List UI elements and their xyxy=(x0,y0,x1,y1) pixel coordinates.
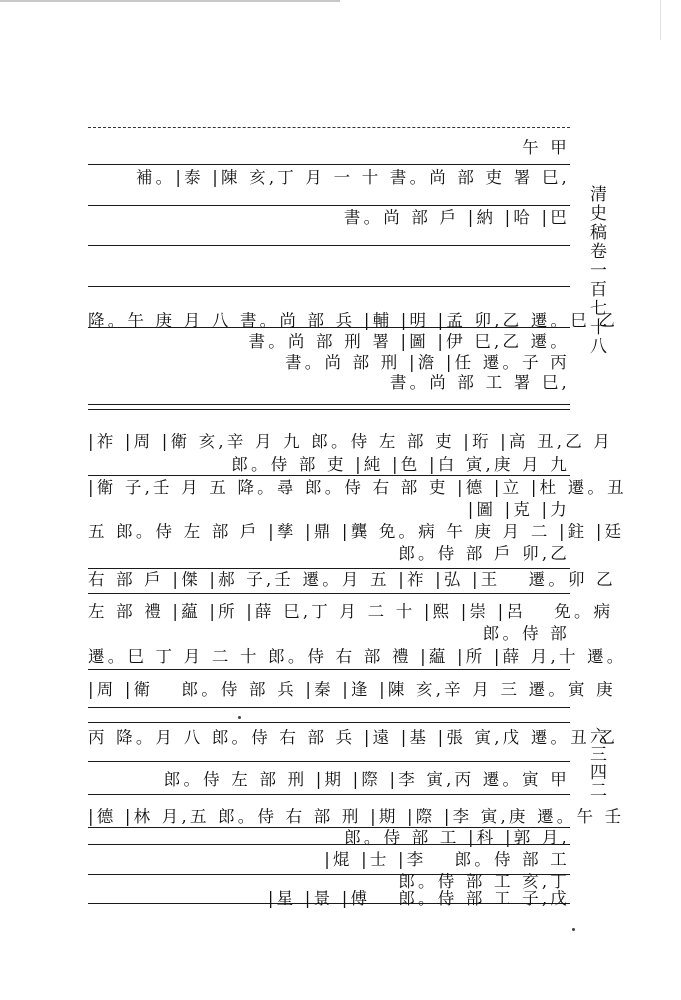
table-row: |德 |林 月,五 郎。侍 右 部 刑 |期 |際 |李 寅,庚 遷。午 壬 xyxy=(88,807,625,826)
table-row: 郎。侍 部 工 亥,丁 xyxy=(398,872,570,891)
table-row: 降。午 庚 月 八 書。尚 部 兵 |輔 |明 |孟 卯,乙 遷。巳 乙 xyxy=(88,311,619,330)
table-row: 書。尚 部 刑 署 |圖 |伊 巳,乙 遷。 xyxy=(248,332,570,351)
row-rule xyxy=(88,593,570,594)
table-row: 遷。巳 丁 月 二 十 郎。侍 右 部 禮 |藴 |所 |薛 月,十 遷。 xyxy=(88,647,627,666)
row-rule xyxy=(88,794,570,795)
side-title: 清史稿卷一百七十八 xyxy=(586,185,606,356)
table-row: 左 部 禮 |藴 |所 |薛 巳,丁 月 二 十 |熙 |崇 |呂 免。病 xyxy=(88,602,614,621)
table-row: 郎。侍 部 xyxy=(482,624,570,643)
row-rule xyxy=(88,164,570,165)
table-row: |焜 |士 |李 郎。侍 部 工 xyxy=(324,850,570,869)
row-rule xyxy=(88,409,570,410)
table-row: 書。尚 部 戶 |納 |哈 |巴 xyxy=(343,208,570,227)
row-rule xyxy=(88,568,570,569)
table-row: 郎。侍 左 部 刑 |期 |際 |李 寅,丙 遷。寅 甲 xyxy=(163,770,570,789)
row-rule xyxy=(88,707,570,708)
table-row: 午 甲 xyxy=(522,138,570,157)
row-rule xyxy=(88,722,570,723)
row-rule xyxy=(88,761,570,762)
row-rule xyxy=(88,205,570,206)
scan-edge-right xyxy=(660,0,661,40)
row-rule xyxy=(88,669,570,670)
table-row: 書。尚 部 刑 |澹 |任 遷。子 丙 xyxy=(285,353,570,372)
table-top-rule xyxy=(88,127,570,128)
row-rule xyxy=(88,475,570,476)
row-rule xyxy=(88,286,570,287)
ink-speck xyxy=(238,716,241,719)
table-row: 五 郎。侍 左 部 戶 |孳 |鼎 |龔 免。病 午 庚 月 二 |鉒 |廷 xyxy=(88,522,625,541)
table-row: 丙 降。月 八 郎。侍 右 部 兵 |遠 |基 |張 寅,戊 遷。丑 乙 xyxy=(88,728,619,747)
table-row: |周 |衛 郎。侍 部 兵 |秦 |逢 |陳 亥,辛 月 三 遷。寅 庚 xyxy=(88,680,616,699)
table-row: 補。|泰 |陳 亥,丁 月 一 十 書。尚 部 吏 署 巳, xyxy=(135,168,570,187)
table-row: |衛 子,壬 月 五 降。尋 郎。侍 右 部 吏 |德 |立 |杜 遷。丑 xyxy=(88,478,627,497)
table-row: 郎。侍 部 吏 |純 |色 |白 寅,庚 月 九 xyxy=(231,455,570,474)
table-row: 郎。侍 部 戶 卯,乙 xyxy=(398,544,570,563)
table-row: |圖 |克 |力 xyxy=(467,500,570,519)
table-row: 郎。侍 部 工 |科 |郭 月, xyxy=(344,828,570,847)
row-rule xyxy=(88,245,570,246)
table-row: 右 部 戶 |傑 |郝 子,壬 遷。月 五 |祚 |弘 |王 遷。卯 乙 xyxy=(88,570,616,589)
scan-edge-top xyxy=(0,0,340,2)
table-row: 書。尚 部 工 署 巳, xyxy=(389,373,570,392)
table-row: |星 |景 |傅 郎。侍 部 工 子,戊 xyxy=(267,889,570,908)
table-row: |祚 |周 |衛 亥,辛 月 九 郎。侍 左 部 吏 |珩 |高 丑,乙 月 xyxy=(88,432,614,451)
ink-speck xyxy=(572,928,575,931)
row-rule xyxy=(88,404,570,405)
page-number: 六三四二 xyxy=(586,727,606,799)
